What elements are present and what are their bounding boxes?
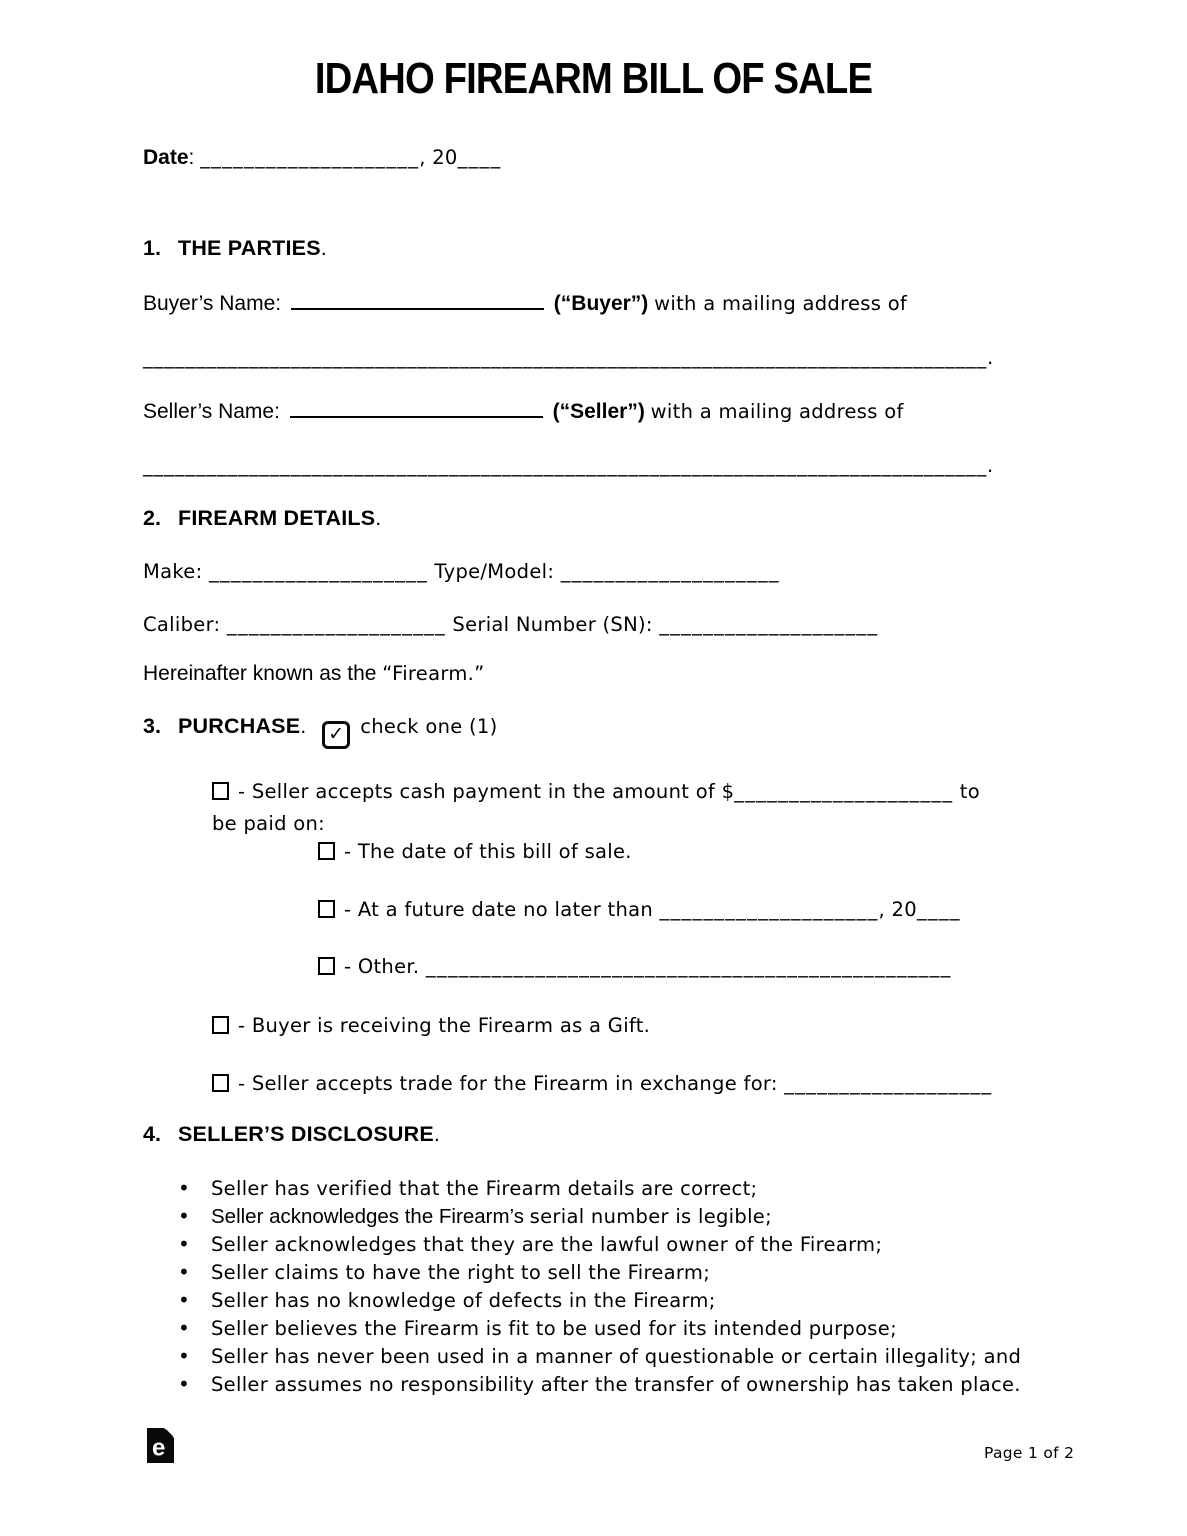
date-label: Date [143,146,189,169]
date-colon: : [188,146,201,169]
future-date-text: - At a future date no later than [344,898,660,921]
buyer-address-intro: with a mailing address of [654,292,908,315]
disclosure-bullet-list [178,1174,1021,1398]
caliber-field[interactable]: ____________________ [226,613,446,636]
list-item [178,1174,1021,1202]
seller-name-label: Seller’s Name: [143,400,286,423]
future-date-year-prefix: , 20 [878,898,917,921]
bullet-icon: • [178,1372,191,1396]
hereinafter-lead: Hereinafter known as the [143,662,383,685]
seller-tag: (“Seller”) [546,400,651,423]
section-heading-purchase [143,714,498,749]
gift-checkbox[interactable] [212,1016,229,1034]
firearm-term: “Firearm.” [382,662,485,685]
caliber-label: Caliber: [143,613,227,636]
date-blank-field[interactable]: ____________________ [200,146,420,169]
section-label: SELLER’S DISCLOSURE [178,1122,434,1146]
bullet-text: Seller assumes no responsibility after the transfer of ownership has taken place. [211,1373,1021,1396]
bullet-text: Seller has verified that the Firearm details are correct; [211,1177,758,1200]
bullet-text: Seller acknowledges that they are the lawful owner of the Firearm; [211,1233,883,1256]
purchase-suboption-future-date [318,898,961,921]
buyer-name-label: Buyer’s Name: [143,292,287,315]
bullet-icon: • [178,1232,191,1256]
section-label: FIREARM DETAILS [178,506,376,530]
list-item [178,1370,1021,1398]
buyer-address-field[interactable]: ________________________________________________________________________________. [143,346,994,369]
trade-field[interactable]: ___________________ [784,1072,993,1095]
future-date-checkbox[interactable] [318,900,335,918]
date-of-sale-checkbox[interactable] [318,842,335,860]
checkmark-icon: ✓ [328,723,345,745]
cash-option-checkbox[interactable] [212,782,229,800]
seller-name-line [143,395,904,424]
section-number: 2. [143,506,161,530]
bullet-text: Seller has never been used in a manner of questionable or certain illegality; and [211,1345,1022,1368]
type-model-label: Type/Model: [427,560,561,583]
check-one-checkbox[interactable] [322,721,350,749]
trade-text: - Seller accepts trade for the Firearm in exchange for: [238,1072,785,1095]
list-item [178,1202,1021,1230]
bullet-icon: • [178,1344,191,1368]
bullet-icon: • [178,1288,191,1312]
trade-checkbox[interactable] [212,1074,229,1092]
date-of-sale-text: - The date of this bill of sale. [344,840,632,863]
section-number: 4. [143,1122,161,1146]
list-item [178,1258,1021,1286]
section-label: THE PARTIES [178,236,321,260]
check-one-note: check one (1) [360,715,498,738]
purchase-option-gift [212,1014,650,1037]
purchase-option-cash [212,776,1057,840]
section-number: 1. [143,236,161,260]
seller-address-field[interactable]: ________________________________________________________________________________. [143,454,994,477]
make-type-line [143,560,780,583]
seller-address-intro: with a mailing address of [650,400,904,423]
bullet-icon: • [178,1204,191,1228]
section-number: 3. [143,714,161,738]
buyer-name-field[interactable] [291,287,544,310]
list-item [178,1342,1021,1370]
seller-name-field[interactable] [290,395,543,418]
caliber-sn-line [143,613,878,636]
purchase-option-trade [212,1072,992,1095]
future-date-field[interactable]: ____________________ [659,898,879,921]
section-label: PURCHASE [178,714,301,738]
other-field[interactable]: ________________________________________________ [425,955,952,978]
section-period: . [433,1122,440,1146]
bullet-icon: • [178,1260,191,1284]
section-period: . [300,714,307,738]
future-date-year-field[interactable]: ____ [916,898,961,921]
bullet-lead: Seller acknowledges the Firearm’s [211,1205,530,1228]
cash-option-line1 [212,776,1057,808]
buyer-name-line [143,287,907,316]
section-heading-firearm-details [143,506,381,531]
eforms-logo [147,1428,174,1468]
cash-amount-field[interactable]: ____________________ [734,780,954,803]
date-year-prefix: , 20 [419,146,458,169]
purchase-suboption-date [318,840,632,863]
document-page-icon [147,1428,174,1463]
serial-number-label: Serial Number (SN): [445,613,660,636]
list-item [178,1286,1021,1314]
cash-option-suffix: to [953,780,980,803]
list-item [178,1230,1021,1258]
section-period: . [320,236,327,260]
hereinafter-line [143,662,485,686]
date-year-blank-field[interactable]: ____ [457,146,502,169]
make-field[interactable]: ____________________ [208,560,428,583]
list-item [178,1314,1021,1342]
purchase-suboption-other [318,955,952,978]
page-number: Page 1 of 2 [984,1444,1075,1462]
logo-letter: e [152,1434,166,1462]
section-period: . [375,506,382,530]
gift-text: - Buyer is receiving the Firearm as a Gift. [238,1014,651,1037]
bullet-text: serial number is legible; [529,1205,772,1228]
section-heading-sellers-disclosure [143,1122,440,1147]
cash-option-line2: be paid on: [212,812,326,835]
bullet-icon: • [178,1316,191,1340]
buyer-tag: (“Buyer”) [547,292,655,315]
cash-option-text: - Seller accepts cash payment in the amount of $ [238,780,735,803]
section-heading-parties [143,236,327,261]
date-line [143,146,501,170]
type-model-field[interactable]: ____________________ [560,560,780,583]
document-title: IDAHO FIREARM BILL OF SALE [314,54,873,103]
bullet-icon: • [178,1176,191,1200]
make-label: Make: [143,560,209,583]
bullet-text: Seller has no knowledge of defects in the Firearm; [211,1289,716,1312]
bullet-text: Seller believes the Firearm is fit to be used for its intended purpose; [211,1317,897,1340]
serial-number-field[interactable]: ____________________ [659,613,879,636]
bullet-text: Seller claims to have the right to sell the Firearm; [211,1261,711,1284]
other-text: - Other. [344,955,426,978]
other-checkbox[interactable] [318,957,335,975]
